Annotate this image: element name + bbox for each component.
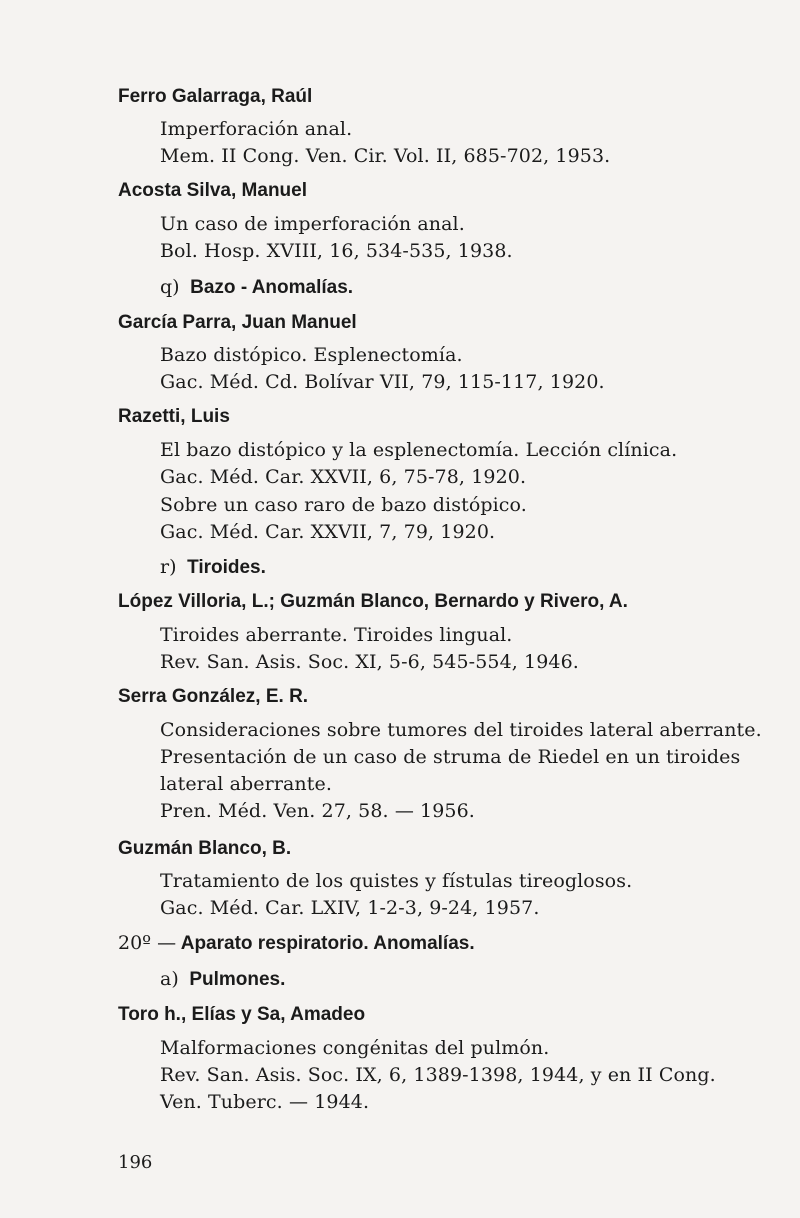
section-lead: q) — [160, 276, 180, 298]
entry-citation: Ven. Tuberc. — 1944. — [160, 1091, 370, 1113]
entry-citation: Gac. Méd. Cd. Bolívar VII, 79, 115-117, 1920. — [160, 371, 605, 393]
entry-citation: Pren. Méd. Ven. 27, 58. — 1956. — [160, 800, 475, 822]
section-heading-tiroides — [160, 556, 266, 579]
chapter-heading-aparato-respiratorio — [118, 932, 475, 955]
entry-author: Ferro Galarraga, Raúl — [118, 86, 313, 107]
section-heading-pulmones — [160, 968, 285, 991]
entry-title: Presentación de un caso de struma de Riedel en un tiroides — [160, 746, 741, 768]
entry-author: Razetti, Luis — [118, 406, 230, 427]
page-number: 196 — [118, 1152, 153, 1173]
section-lead: r) — [160, 556, 177, 578]
entry-title: El bazo distópico y la esplenectomía. Lección clínica. — [160, 439, 678, 461]
entry-author: Acosta Silva, Manuel — [118, 180, 308, 201]
entry-title: lateral aberrante. — [160, 773, 332, 795]
entry-citation: Mem. II Cong. Ven. Cir. Vol. II, 685-702, 1953. — [160, 145, 611, 167]
entry-title: Sobre un caso raro de bazo distópico. — [160, 494, 527, 516]
entry-author: Serra González, E. R. — [118, 686, 309, 707]
entry-citation: Bol. Hosp. XVIII, 16, 534-535, 1938. — [160, 240, 513, 262]
section-lead: a) — [160, 968, 179, 990]
entry-author: Guzmán Blanco, B. — [118, 838, 292, 859]
chapter-number: 20º — — [118, 932, 177, 954]
entry-title: Tiroides aberrante. Tiroides lingual. — [160, 624, 513, 646]
entry-title: Tratamiento de los quistes y fístulas tireoglosos. — [160, 870, 633, 892]
entry-title: Consideraciones sobre tumores del tiroides lateral aberrante. — [160, 719, 762, 741]
entry-title: Bazo distópico. Esplenectomía. — [160, 344, 463, 366]
entry-citation: Rev. San. Asis. Soc. IX, 6, 1389-1398, 1944, y en II Cong. — [160, 1064, 716, 1086]
entry-author: López Villoria, L.; Guzmán Blanco, Bernardo y Rivero, A. — [118, 591, 628, 612]
section-title: Bazo - Anomalías. — [190, 277, 354, 298]
entry-title: Imperforación anal. — [160, 118, 353, 140]
entry-citation: Gac. Méd. Car. XXVII, 6, 75-78, 1920. — [160, 466, 527, 488]
entry-citation: Rev. San. Asis. Soc. XI, 5-6, 545-554, 1946. — [160, 651, 579, 673]
section-title: Pulmones. — [189, 969, 286, 990]
entry-citation: Gac. Méd. Car. LXIV, 1-2-3, 9-24, 1957. — [160, 897, 540, 919]
entry-title: Malformaciones congénitas del pulmón. — [160, 1037, 550, 1059]
entry-author: Toro h., Elías y Sa, Amadeo — [118, 1004, 366, 1025]
section-title: Tiroides. — [187, 557, 266, 578]
entry-author: García Parra, Juan Manuel — [118, 312, 357, 333]
entry-citation: Gac. Méd. Car. XXVII, 7, 79, 1920. — [160, 521, 496, 543]
chapter-title: Aparato respiratorio. Anomalías. — [180, 933, 475, 954]
section-heading-bazo — [160, 276, 353, 299]
entry-title: Un caso de imperforación anal. — [160, 213, 465, 235]
